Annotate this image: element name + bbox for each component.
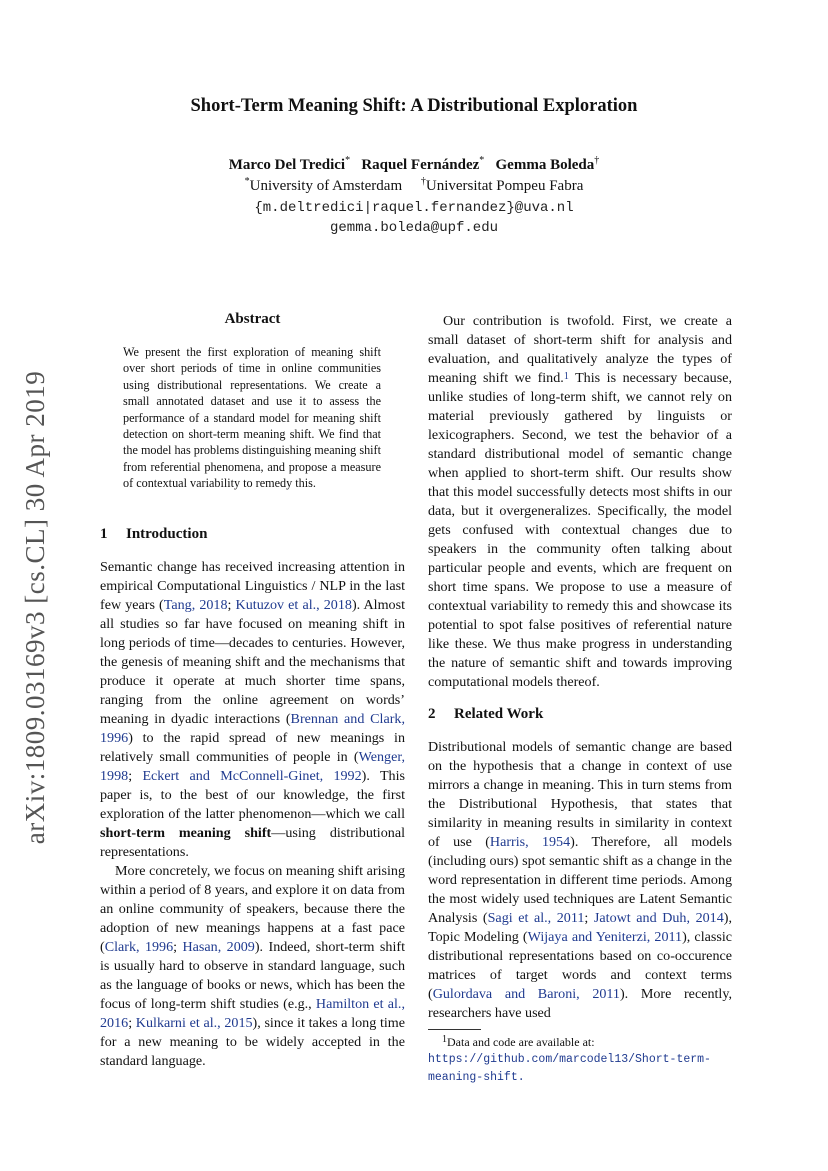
text-span: ; [584,910,594,926]
arxiv-sidebar [8,362,64,852]
affiliation-mark: * [244,176,250,187]
contribution-paragraph [428,312,732,692]
citation-link[interactable]: Wenger, 1998 [100,749,405,784]
arxiv-identifier: arXiv:1809.03169v3 [cs.CL] 30 Apr 2019 [20,370,51,844]
author-name: Raquel Fernández [361,157,480,173]
text-span: ). Almost all studies so far have focused on meaning shift in long periods of time—decades to centuries. However, the genesis of meaning shift and the mechanisms that produce it operate at much shorter time spans, ranging from the online agreement on words’ meaning in dyadic interactions ( [100,597,405,727]
citation-link[interactable]: Hasan, 2009 [182,939,255,955]
citation-link[interactable]: Hamilton et al., 2016 [100,996,405,1031]
citation-link[interactable]: Kutuzov et al., 2018 [235,597,352,613]
text-span: This is necessary because, unlike studies of long-term shift, we cannot rely on material previously gathered by linguists or lexicographers. Second, we test the behavior of a standard distributional model of semantic change when applied to short-term shift. Our results show that this model successfully detects most shifts in our data, but it overgeneralizes. Specifically, the model gets confused with contextual changes due to speakers in the community often talking about particular people and events, which are frequent on short time spans. We propose to use a measure of contextual variability to remedy this and showcase its potential to spot false positives of referential nature like these. We thus make progress in understanding the nature of semantic shift and towards improving computational models thereof. [428,370,732,690]
bold-term: short-term meaning shift [100,825,272,841]
right-column-body [428,312,732,692]
author-mark: * [345,155,351,166]
citation-link[interactable]: Kulkarni et al., 2015 [135,1015,253,1031]
citation-link[interactable]: Jatowt and Duh, 2014 [593,910,724,926]
affiliations [0,178,828,195]
footnote-divider [428,1029,481,1030]
abstract-text: We present the first exploration of meaning shift over short periods of time in online communities using distributional representations. We create a small annotated dataset and use it to assess the performance of a standard model for meaning shift detection on short-term meaning shift. We find that the model has problems distinguishing meaning shift from referential phenomena, and propose a measure of contextual variability to remedy this. [123,345,381,491]
related-work-body [428,738,732,1023]
section-heading-related-work [428,706,543,723]
author-name: Gemma Boleda [495,157,595,173]
footnote-ref[interactable]: 1 [563,371,569,382]
text-span: ) to the rapid spread of new meanings in relatively small communities of people in ( [100,730,405,765]
text-span: Semantic change has received increasing attention in empirical Computational Linguistics / NLP in the last few years ( [100,559,405,613]
citation-link[interactable]: Wijaya and Yeniterzi, 2011 [527,929,683,945]
footnote-text: Data and code are available at: [447,1035,595,1049]
text-span: ). Indeed, short-term shift is usually hard to observe in standard language, such as the language of books or news, which has been the focus of long-term shift studies (e.g., [100,939,405,1012]
affiliation-mark: † [420,176,426,187]
intro-paragraph-2 [100,862,405,1071]
citation-link[interactable]: Gulordava and Baroni, 2011 [432,986,620,1002]
author-mark: * [479,155,485,166]
intro-paragraph-1 [100,558,405,862]
text-span: ; [227,597,236,613]
section-number: 2 [428,706,436,722]
text-span: ; [173,939,183,955]
text-span: ), since it takes a long time for a new meaning to be widely accepted in the standard language. [100,1015,405,1069]
footnote [428,1034,732,1086]
author-list [0,157,828,174]
text-span: Distributional models of semantic change are based on the hypothesis that a change in context of use mirrors a change in meaning. This in turn stems from the Distributional Hypothesis, that states that similarity in meaning results in similarity in context of use ( [428,739,732,850]
section-number: 1 [100,526,108,542]
text-span: —using distributional representations. [100,825,405,860]
text-span: Our contribution is twofold. First, we create a small dataset of short-term shift for analysis and evaluation, and qualitatively analyze the types of meaning shift we find. [428,313,732,386]
left-column-body [100,558,405,1071]
text-span: ), Topic Modeling ( [428,910,732,945]
section-title: Introduction [126,526,208,542]
footnote-url-link[interactable]: https://github.com/marcodel13/Short-term-meaning-shift. [428,1053,711,1084]
email-line-1: {m.deltredici|raquel.fernandez}@uva.nl [254,200,574,216]
paper-title: Short-Term Meaning Shift: A Distributional Exploration [190,96,638,116]
text-span: ; [128,1015,136,1031]
footnote-mark: 1 [442,1034,447,1045]
citation-link[interactable]: Eckert and McConnell-Ginet, 1992 [142,768,362,784]
author-name: Marco Del Tredici [228,157,346,173]
author-mark: † [594,155,600,166]
email-line-2: gemma.boleda@upf.edu [329,220,499,236]
citation-link[interactable]: Harris, 1954 [489,834,571,850]
text-span: ). This paper is, to the best of our knowledge, the first exploration of the latter phenomenon—which we call [100,768,405,822]
citation-link[interactable]: Tang, 2018 [163,597,228,613]
abstract-heading: Abstract [224,311,281,327]
affiliation-name: University of Amsterdam [249,178,403,194]
related-work-paragraph [428,738,732,1023]
text-span: ), classic distributional representations based on co-occurence matrices of target words and context terms ( [428,929,733,1002]
text-span: ; [128,768,143,784]
citation-link[interactable]: Brennan and Clark, 1996 [100,711,405,746]
citation-link[interactable]: Sagi et al., 2011 [487,910,585,926]
citation-link[interactable]: Clark, 1996 [104,939,174,955]
text-span: More concretely, we focus on meaning shift arising within a period of 8 years, and explore it on data from an online community of speakers, because there the adoption of new meanings happens at a fast pace ( [100,863,405,955]
text-span: ). More recently, researchers have used [428,986,732,1021]
section-heading-introduction [100,526,207,543]
affiliation-name: Universitat Pompeu Fabra [425,178,584,194]
section-title: Related Work [454,706,544,722]
text-span: ). Therefore, all models (including ours) spot semantic shift as a change in the word representation in different time periods. Among the most widely used techniques are Latent Semantic Analysis ( [428,834,732,926]
